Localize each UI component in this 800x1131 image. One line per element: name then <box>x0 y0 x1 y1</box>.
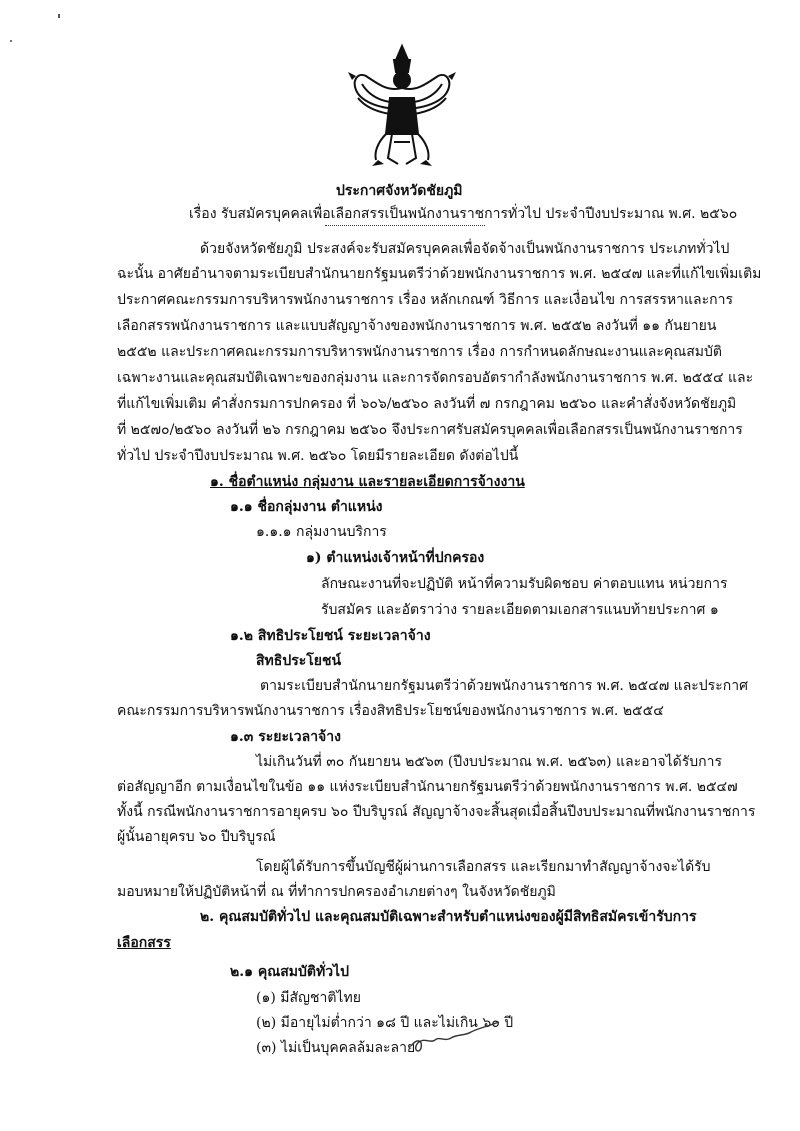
qualification-item: (๑) มีสัญชาติไทย <box>256 990 361 1006</box>
term-line: ผู้นั้นอายุครบ ๖๐ ปีบริบูรณ์ <box>117 829 276 845</box>
qualification-item: (๒) มีอายุไม่ต่ำกว่า ๑๘ ปี และไม่เกิน ๖๐ ปี <box>256 1015 514 1031</box>
preamble-line: เฉพาะงานและคุณสมบัติเฉพาะของกลุ่มงาน และการจัดกรอบอัตรากำลังพนักงานราชการ พ.ศ. ๒๕๕๔ และ <box>117 370 754 386</box>
position-description-line: รับสมัคร และอัตราว่าง รายละเอียดตามเอกสารแนบท้ายประกาศ ๑ <box>321 602 719 618</box>
section-1-heading: ๑. ชื่อตำแหน่ง กลุ่มงาน และรายละเอียดการจ้างงาน <box>210 474 525 490</box>
section-1-1-1-heading: ๑.๑.๑ กลุ่มงานบริการ <box>256 524 387 540</box>
preamble-line: ฉะนั้น อาศัยอำนาจตามระเบียบสำนักนายกรัฐมนตรีว่าด้วยพนักงานราชการ พ.ศ. ๒๕๔๗ และที่แก้ไขเพิ่มเติม <box>117 266 762 282</box>
preamble-line: ประกาศคณะกรรมการบริหารพนักงานราชการ เรื่อง หลักเกณฑ์ วิธีการ และเงื่อนไข การสรรหาและการ <box>117 292 733 308</box>
scan-mark <box>58 14 60 18</box>
benefits-line: คณะกรรมการบริหารพนักงานราชการ เรื่องสิทธิประโยชน์ของพนักงานราชการ พ.ศ. ๒๕๕๔ <box>117 703 664 719</box>
assignment-line: โดยผู้ได้รับการขึ้นบัญชีผู้ผ่านการเลือกสรร และเรียกมาทำสัญญาจ้างจะได้รับ <box>256 859 711 875</box>
garuda-emblem-icon <box>348 42 456 168</box>
section-2-heading-cont: เลือกสรร <box>117 935 171 951</box>
announcement-title: ประกาศจังหวัดชัยภูมิ <box>336 183 463 199</box>
section-2-heading: ๒. คุณสมบัติทั่วไป และคุณสมบัติเฉพาะสำหรับตำแหน่งของผู้มีสิทธิสมัครเข้ารับการ <box>200 909 697 925</box>
section-2-1-heading: ๒.๑ คุณสมบัติทั่วไป <box>230 964 349 980</box>
term-line: ทั้งนี้ กรณีพนักงานราชการอายุครบ ๖๐ ปีบริบูรณ์ สัญญาจ้างจะสิ้นสุดเมื่อสิ้นปีงบประมาณที่พนักงานราชการ <box>117 804 756 820</box>
position-title: ๑) ตำแหน่งเจ้าหน้าที่ปกครอง <box>306 550 485 566</box>
header-divider <box>325 225 485 226</box>
section-1-3-heading: ๑.๓ ระยะเวลาจ้าง <box>230 729 341 745</box>
qualification-item: (๓) ไม่เป็นบุคคลล้มละลาย <box>256 1040 416 1056</box>
handwritten-initials-icon <box>405 1018 505 1058</box>
term-line: ไม่เกินวันที่ ๓๐ กันยายน ๒๕๖๓ (ปีงบประมาณ พ.ศ. ๒๕๖๓) และอาจได้รับการ <box>256 754 723 770</box>
announcement-subject: เรื่อง รับสมัครบุคคลเพื่อเลือกสรรเป็นพนักงานราชการทั่วไป ประจำปีงบประมาณ พ.ศ. ๒๕๖๐ <box>189 206 738 222</box>
benefits-heading: สิทธิประโยชน์ <box>256 653 342 669</box>
preamble-line: เลือกสรรพนักงานราชการ และแบบสัญญาจ้างของพนักงานราชการ พ.ศ. ๒๕๕๒ ลงวันที่ ๑๑ กันยายน <box>117 318 717 334</box>
benefits-line: ตามระเบียบสำนักนายกรัฐมนตรีว่าด้วยพนักงานราชการ พ.ศ. ๒๕๔๗ และประกาศ <box>260 678 748 694</box>
position-description-line: ลักษณะงานที่จะปฏิบัติ หน้าที่ความรับผิดชอบ ค่าตอบแทน หน่วยการ <box>321 576 728 592</box>
preamble-line: ๒๕๕๒ และประกาศคณะกรรมการบริหารพนักงานราชการ เรื่อง การกำหนดลักษณะงานและคุณสมบัติ <box>117 344 722 360</box>
scan-mark <box>10 40 12 42</box>
preamble-line: ที่แก้ไขเพิ่มเติม คำสั่งกรมการปกครอง ที่ ๖๐๖/๒๕๖๐ ลงวันที่ ๗ กรกฎาคม ๒๕๖๐ และคำสั่งจังหวัดชัยภูมิ <box>117 396 737 412</box>
preamble-line: ทั่วไป ประจำปีงบประมาณ พ.ศ. ๒๕๖๐ โดยมีรายละเอียด ดังต่อไปนี้ <box>117 448 519 464</box>
preamble-line: ที่ ๒๕๗๐/๒๕๖๐ ลงวันที่ ๒๖ กรกฎาคม ๒๕๖๐ จึงประกาศรับสมัครบุคคลเพื่อเลือกสรรเป็นพนักงานราชการ <box>117 422 743 438</box>
preamble-line: ด้วยจังหวัดชัยภูมิ ประสงค์จะรับสมัครบุคคลเพื่อจัดจ้างเป็นพนักงานราชการ ประเภททั่วไป <box>200 241 730 257</box>
assignment-line: มอบหมายให้ปฏิบัติหน้าที่ ณ ที่ทำการปกครองอำเภยต่างๆ ในจังหวัดชัยภูมิ <box>117 884 556 900</box>
section-1-1-heading: ๑.๑ ชื่อกลุ่มงาน ตำแหน่ง <box>230 499 383 515</box>
section-1-2-heading: ๑.๒ สิทธิประโยชน์ ระยะเวลาจ้าง <box>230 628 431 644</box>
term-line: ต่อสัญญาอีก ตามเงื่อนไขในข้อ ๑๑ แห่งระเบียบสำนักนายกรัฐมนตรีว่าด้วยพนักงานราชการ พ.ศ. ๒๕๔๗ <box>117 779 738 795</box>
